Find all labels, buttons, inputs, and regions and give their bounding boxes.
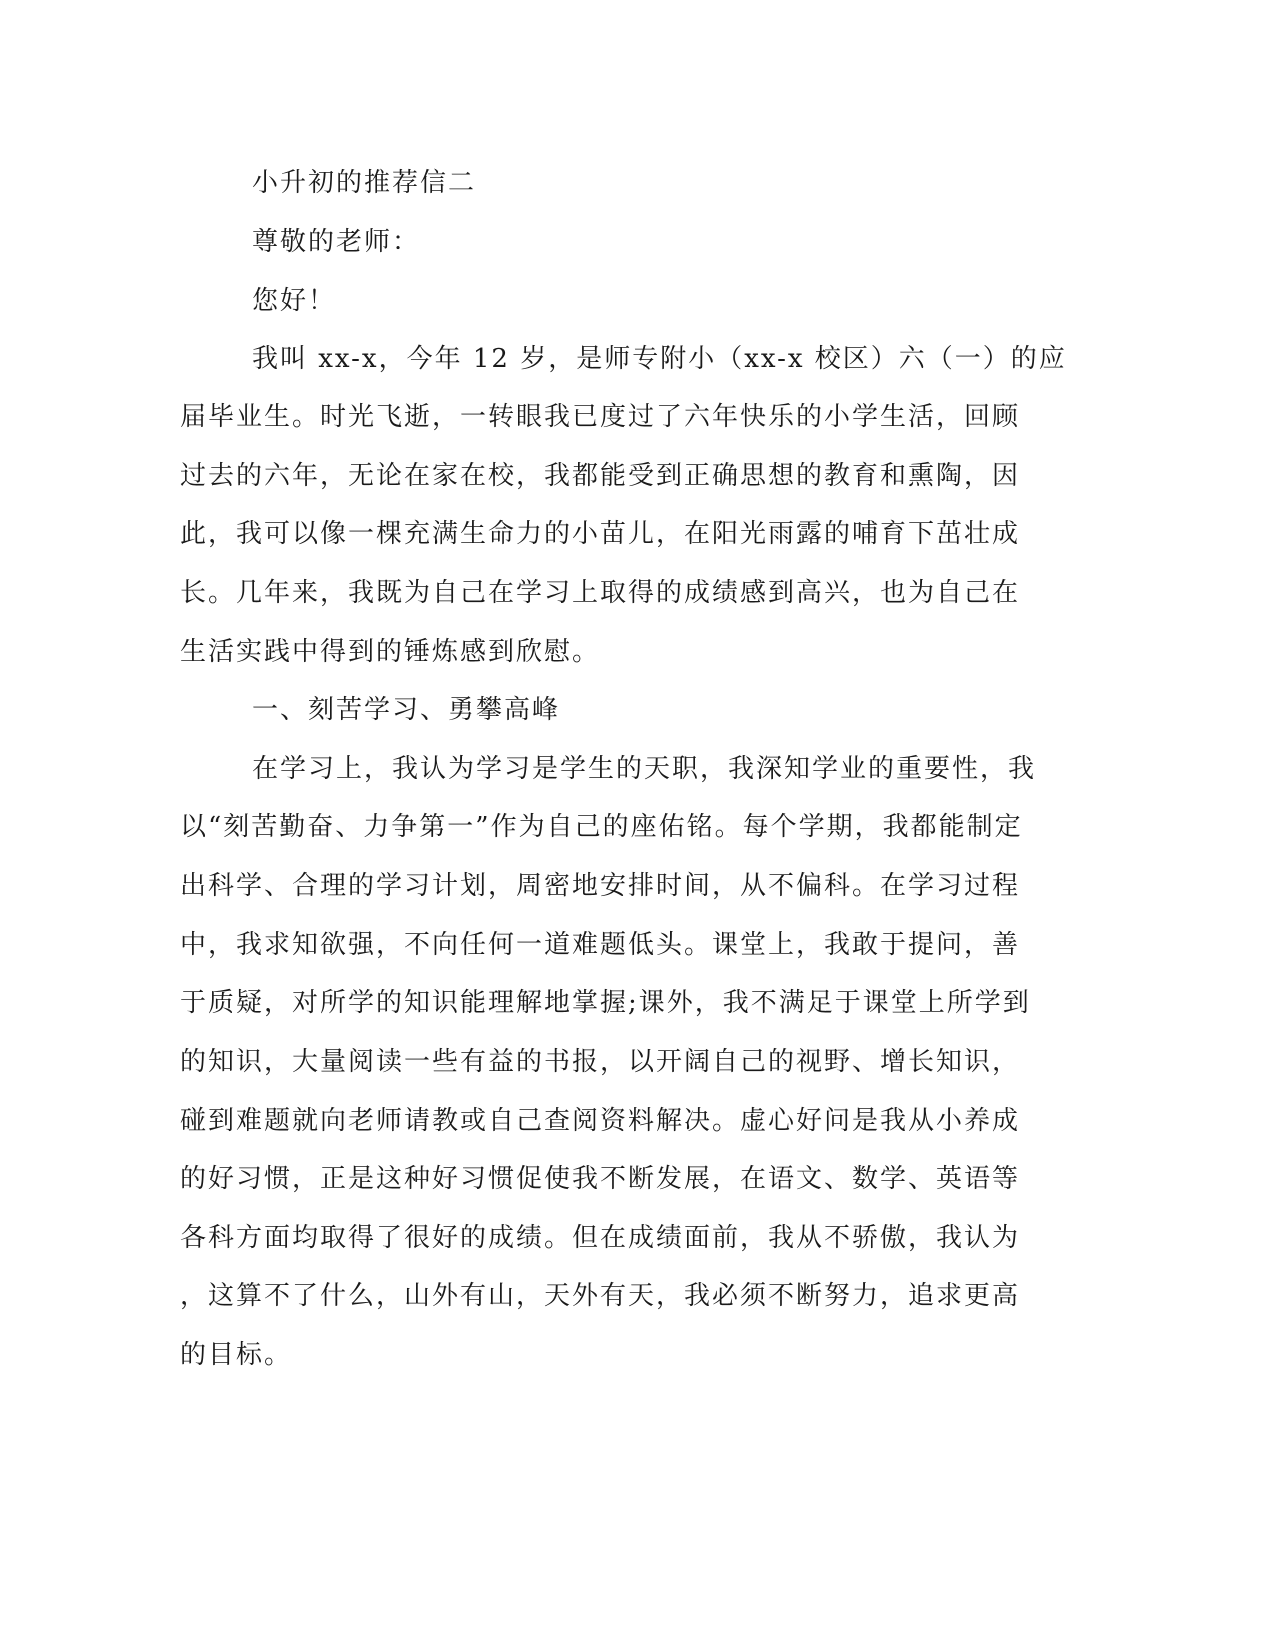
paragraph-line: 出科学、合理的学习计划，周密地安排时间，从不偏科。在学习过程 bbox=[180, 871, 1021, 901]
paragraph-line: 生活实践中得到的锤炼感到欣慰。 bbox=[180, 637, 601, 667]
paragraph-line: 各科方面均取得了很好的成绩。但在成绩面前，我从不骄傲，我认为 bbox=[180, 1223, 1021, 1253]
paragraph-line: ，这算不了什么，山外有山，天外有天，我必须不断努力，追求更高 bbox=[180, 1281, 1021, 1311]
paragraph-line: 此，我可以像一棵充满生命力的小苗儿，在阳光雨露的哺育下茁壮成 bbox=[180, 519, 1021, 549]
paragraph-line: 过去的六年，无论在家在校，我都能受到正确思想的教育和熏陶，因 bbox=[180, 461, 1021, 491]
paragraph-line: 届毕业生。时光飞逝，一转眼我已度过了六年快乐的小学生活，回顾 bbox=[180, 402, 1021, 432]
paragraph-line: 的知识，大量阅读一些有益的书报，以开阔自己的视野、增长知识， bbox=[180, 1047, 1021, 1077]
section-heading: 一、刻苦学习、勇攀高峰 bbox=[252, 695, 561, 725]
paragraph-line: 中，我求知欲强，不向任何一道难题低头。课堂上，我敢于提问，善 bbox=[180, 930, 1021, 960]
greeting: 您好！ bbox=[252, 286, 337, 316]
paragraph-line: 在学习上，我认为学习是学生的天职，我深知学业的重要性，我 bbox=[252, 754, 1037, 784]
salutation: 尊敬的老师： bbox=[252, 227, 421, 257]
paragraph-line: 我叫 xx-x，今年 12 岁，是师专附小（xx-x 校区）六（一）的应 bbox=[252, 344, 1067, 374]
paragraph-line: 碰到难题就向老师请教或自己查阅资料解决。虚心好问是我从小养成 bbox=[180, 1106, 1021, 1136]
paragraph-line: 以“刻苦勤奋、力争第一”作为自己的座佑铭。每个学期，我都能制定 bbox=[180, 812, 1023, 842]
document-title: 小升初的推荐信二 bbox=[252, 168, 477, 198]
paragraph-line: 于质疑，对所学的知识能理解地掌握;课外，我不满足于课堂上所学到 bbox=[180, 988, 1031, 1018]
paragraph-line: 的好习惯，正是这种好习惯促使我不断发展，在语文、数学、英语等 bbox=[180, 1164, 1021, 1194]
paragraph-line: 的目标。 bbox=[180, 1340, 293, 1370]
paragraph-line: 长。几年来，我既为自己在学习上取得的成绩感到高兴，也为自己在 bbox=[180, 578, 1021, 608]
